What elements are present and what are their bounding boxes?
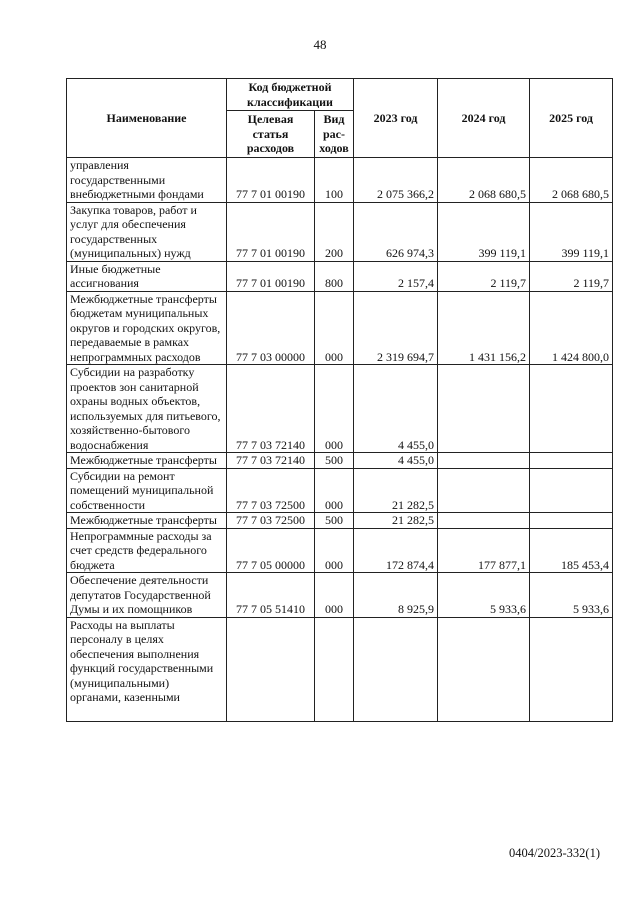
cell-y2024: 177 877,1 (438, 528, 530, 573)
header-2023: 2023 год (354, 79, 438, 158)
cell-y2024 (438, 513, 530, 529)
cell-y2025: 2 068 680,5 (530, 158, 613, 203)
cell-name: Межбюджетные трансферты бюджетам муниципальных округов и городских округов, передаваемые в рамках непрограммных расходов (67, 291, 227, 365)
cell-y2025 (530, 453, 613, 469)
cell-code: 77 7 03 72140 (227, 365, 315, 453)
cell-y2025 (530, 468, 613, 513)
cell-y2024 (438, 453, 530, 469)
header-code-group: Код бюджетной классификации (227, 79, 354, 111)
cell-y2024 (438, 468, 530, 513)
cell-y2024: 2 119,7 (438, 261, 530, 291)
cell-code: 77 7 05 00000 (227, 528, 315, 573)
budget-table (66, 78, 613, 722)
cell-code: 77 7 01 00190 (227, 261, 315, 291)
cell-y2023: 2 075 366,2 (354, 158, 438, 203)
cell-kind: 500 (315, 513, 354, 529)
cell-y2025: 5 933,6 (530, 573, 613, 618)
cell-name: Иные бюджетные ассигнования (67, 261, 227, 291)
cell-name: Межбюджетные трансферты (67, 453, 227, 469)
cell-y2025: 1 424 800,0 (530, 291, 613, 365)
header-2025: 2025 год (530, 79, 613, 158)
cell-name: управления государственными внебюджетными фондами (67, 158, 227, 203)
cell-y2023: 21 282,5 (354, 513, 438, 529)
cell-kind: 000 (315, 365, 354, 453)
cell-y2025 (530, 617, 613, 721)
cell-name: Межбюджетные трансферты (67, 513, 227, 529)
table-row (67, 468, 613, 513)
cell-y2023: 4 455,0 (354, 365, 438, 453)
table-row (67, 158, 613, 203)
cell-y2023: 2 319 694,7 (354, 291, 438, 365)
header-target: Целевая статья расходов (227, 111, 315, 158)
table-row (67, 202, 613, 261)
cell-name: Закупка товаров, работ и услуг для обеспечения государственных (муниципальных) нужд (67, 202, 227, 261)
cell-y2025: 399 119,1 (530, 202, 613, 261)
cell-y2025 (530, 513, 613, 529)
cell-kind: 800 (315, 261, 354, 291)
cell-kind: 200 (315, 202, 354, 261)
cell-y2024: 5 933,6 (438, 573, 530, 618)
table-row (67, 291, 613, 365)
cell-y2025: 185 453,4 (530, 528, 613, 573)
cell-code: 77 7 03 72140 (227, 453, 315, 469)
table-row (67, 365, 613, 453)
cell-name: Расходы на выплаты персоналу в целях обеспечения выполнения функций государственными (муниципальными) органами, казенными (67, 617, 227, 721)
cell-y2025 (530, 365, 613, 453)
cell-code: 77 7 01 00190 (227, 202, 315, 261)
cell-y2024 (438, 617, 530, 721)
cell-y2023: 2 157,4 (354, 261, 438, 291)
table-row (67, 513, 613, 529)
cell-y2023: 21 282,5 (354, 468, 438, 513)
cell-y2025: 2 119,7 (530, 261, 613, 291)
cell-code: 77 7 03 72500 (227, 468, 315, 513)
table-row (67, 261, 613, 291)
page-number: 48 (313, 37, 327, 52)
cell-y2023: 8 925,9 (354, 573, 438, 618)
cell-code (227, 617, 315, 721)
cell-kind: 500 (315, 453, 354, 469)
table-row (67, 617, 613, 721)
cell-y2023 (354, 617, 438, 721)
cell-y2024: 2 068 680,5 (438, 158, 530, 203)
cell-kind: 000 (315, 528, 354, 573)
cell-kind: 000 (315, 291, 354, 365)
cell-y2023: 172 874,4 (354, 528, 438, 573)
table-row (67, 528, 613, 573)
cell-name: Субсидии на разработку проектов зон санитарной охраны водных объектов, используемых для питьевого, хозяйственно-бытового водоснабжения (67, 365, 227, 453)
cell-name: Непрограммные расходы за счет средств федерального бюджета (67, 528, 227, 573)
cell-y2023: 626 974,3 (354, 202, 438, 261)
header-2024: 2024 год (438, 79, 530, 158)
cell-name: Обеспечение деятельности депутатов Государственной Думы и их помощников (67, 573, 227, 618)
table-row (67, 453, 613, 469)
document-code: 0404/2023-332(1) (509, 846, 600, 860)
cell-kind: 000 (315, 468, 354, 513)
cell-y2024 (438, 365, 530, 453)
cell-y2024: 399 119,1 (438, 202, 530, 261)
table-row (67, 573, 613, 618)
cell-y2024: 1 431 156,2 (438, 291, 530, 365)
cell-kind: 100 (315, 158, 354, 203)
header-kind: Вид рас-ходов (315, 111, 354, 158)
header-name: Наименование (67, 79, 227, 158)
cell-y2023: 4 455,0 (354, 453, 438, 469)
cell-kind (315, 617, 354, 721)
cell-name: Субсидии на ремонт помещений муниципальной собственности (67, 468, 227, 513)
cell-code: 77 7 03 00000 (227, 291, 315, 365)
cell-kind: 000 (315, 573, 354, 618)
cell-code: 77 7 01 00190 (227, 158, 315, 203)
cell-code: 77 7 03 72500 (227, 513, 315, 529)
cell-code: 77 7 05 51410 (227, 573, 315, 618)
